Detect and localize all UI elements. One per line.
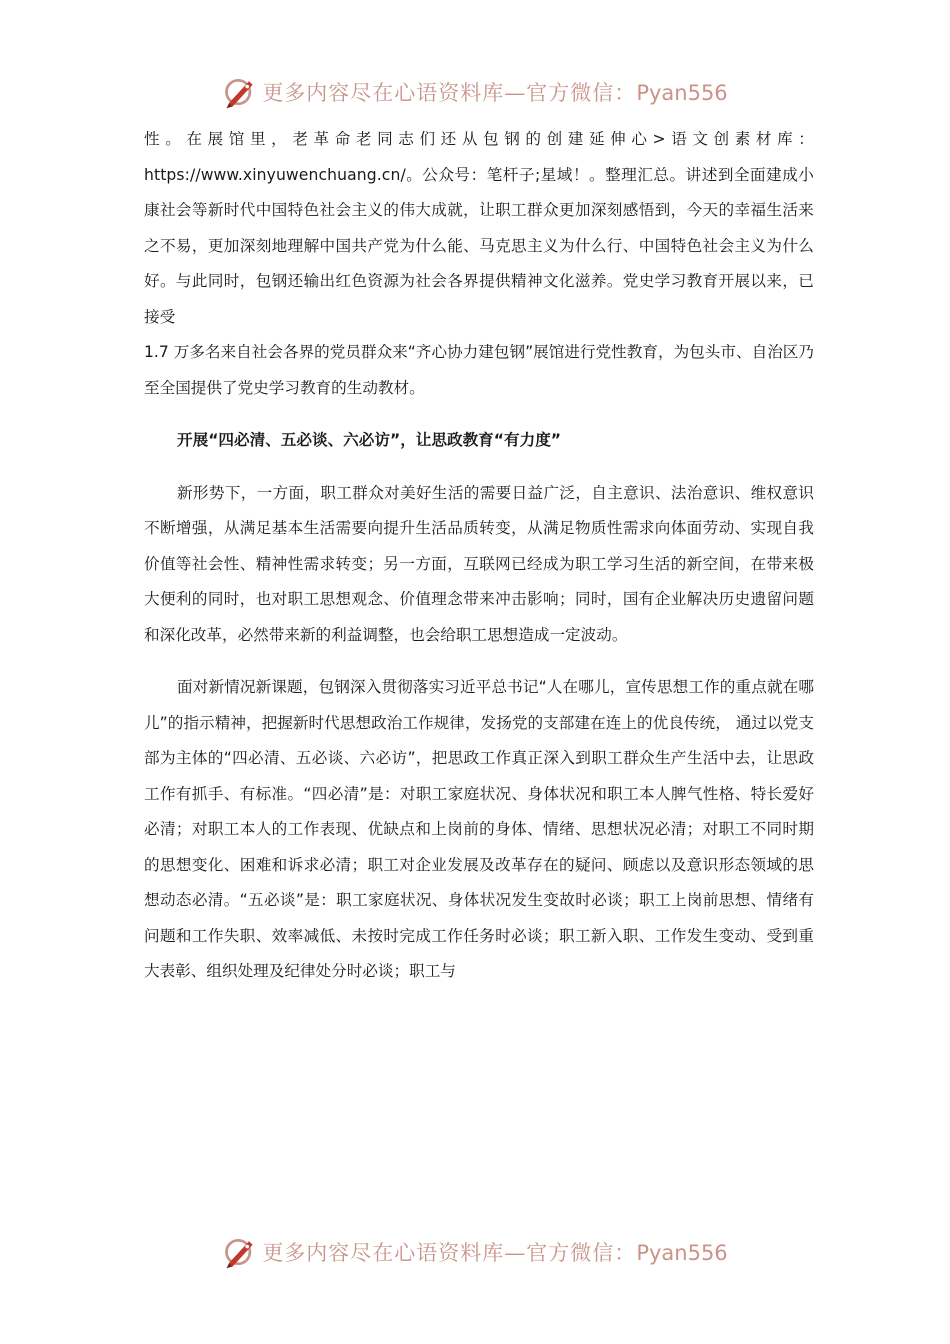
header-watermark-banner xyxy=(0,72,950,112)
paragraph-3: 新形势下，一方面，职工群众对美好生活的需要日益广泛，自主意识、法治意识、维权意识不断增强，从满足基本生活需要向提升生活品质转变，从满足物质性需求向体面劳动、实现自我价值等社会性、精神性需求转变；另一方面，互联网已经成为职工学习生活的新空间，在带来极大便利的同时，也对职工思想观念、价值理念带来冲击影响；同时，国有企业解决历史遗留问题和深化改革，必然带来新的利益调整，也会给职工思想造成一定波动。 xyxy=(144,483,814,644)
paragraph-1: 性。在展馆里，老革命老同志们还从包钢的创建延伸心>语文创素材库：https://www.xinyuwenchuang.cn/。公众号：笔杆子;星域！。整理汇总。讲述到全面建成小康社会等新时代中国特色社会主义的伟大成就，让职工群众更加深刻感悟到，今天的幸福生活来之不易，更加深刻地理解中国共产党为什么能、马克思主义为什么行、中国特色社会主义为什么好。与此同时，包钢还输出红色资源为社会各界提供精神文化滋养。党史学习教育开展以来，已接受 xyxy=(144,130,814,326)
paragraph-2: 1.7 万多名来自社会各界的党员群众来“齐心协力建包钢”展馆进行党性教育，为包头市、自治区乃至全国提供了党史学习教育的生动教材。 xyxy=(144,343,814,397)
footer-watermark-banner xyxy=(0,1232,950,1272)
footer-wechat-id: Pyan556 xyxy=(636,1241,728,1265)
pen-logo-icon xyxy=(222,74,258,110)
pen-logo-icon xyxy=(222,1234,258,1270)
section-heading: 开展“四必清、五必谈、六必访”，让思政教育“有力度” xyxy=(177,431,562,449)
paragraph-4: 面对新情况新课题，包钢深入贯彻落实习近平总书记“人在哪儿，宣传思想工作的重点就在哪儿”的指示精神，把握新时代思想政治工作规律，发扬党的支部建在连上的优良传统， 通过以党支部为主体的“四必清、五必谈、六必访”，把思政工作真正深入到职工群众生产生活中去，让思政工作有抓手、有标准。“四必清”是：对职工家庭状况、身体状况和职工本人脾气性格、特长爱好必清；对职工本人的工作表现、优缺点和上岗前的身体、情绪、思想状况必清；对职工不同时期的思想变化、困难和诉求必清；职工对企业发展及改革存在的疑问、顾虑以及意识形态领域的思想动态必清。“五必谈”是：职工家庭状况、身体状况发生变故时必谈；职工上岗前思想、情绪有问题和工作失职、效率减低、未按时完成工作任务时必谈；职工新入职、工作发生变动、受到重大表彰、组织处理及纪律处分时必谈；职工与 xyxy=(144,678,814,980)
document-body xyxy=(144,122,814,990)
header-banner-text: 更多内容尽在心语资料库—官方微信：Pyan556 xyxy=(262,81,728,105)
footer-banner-text: 更多内容尽在心语资料库—官方微信：Pyan556 xyxy=(262,1241,728,1265)
header-wechat-id: Pyan556 xyxy=(636,81,728,105)
